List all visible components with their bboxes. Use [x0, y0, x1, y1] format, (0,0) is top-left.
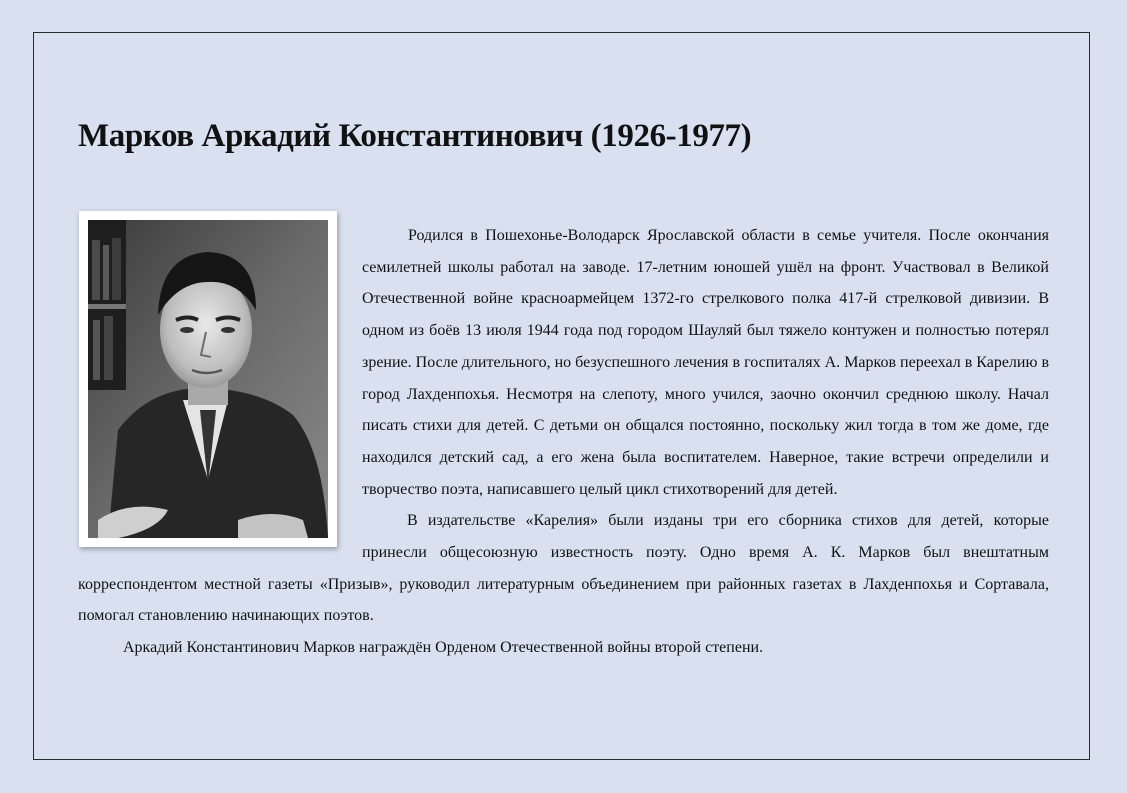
- paragraph-1: Родился в Пошехонье-Володарск Ярославской области в семье учителя. После окончания семилетней школы работал на заводе. 17-летним юношей ушёл на фронт. Участвовал в Великой Отечественной войне красноармейцем 1372-го стрелкового полка 417-й стрелковой дивизии. В одном из боёв 13 июля 1944 года под городом Шауляй был тяжело контужен и полностью потерял зрение. После длительного, но безуспешного лечения в госпиталях А. Марков переехал в Карелию в город Лахденпохья. Несмотря на слепоту, много учился, заочно окончил среднюю школу. Начал писать стихи для детей. С детьми он общался постоянно, поскольку жил тогда в том же доме, где находился детский сад, а его жена была воспитателем. Наверное, такие встречи определили и творчество поэта, написавшего целый цикл стихотворений для детей.: [362, 227, 1049, 498]
- paragraph-3: Аркадий Константинович Марков награждён Орденом Отечественной войны второй степени.: [123, 639, 764, 657]
- paragraph-2: В издательстве «Карелия» были изданы три его сборника стихов для детей, которые принесли общесоюзную известность поэту. Одно время А. К. Марков был внештатным корреспондентом местной газеты «Призыв», руководил литературным объединением при районных газетах в Лахденпохья и Сортавала, помогал становлению начинающих поэтов.: [78, 512, 1049, 625]
- page-title: Марков Аркадий Константинович (1926-1977): [78, 118, 752, 154]
- biography-text: [78, 220, 1049, 664]
